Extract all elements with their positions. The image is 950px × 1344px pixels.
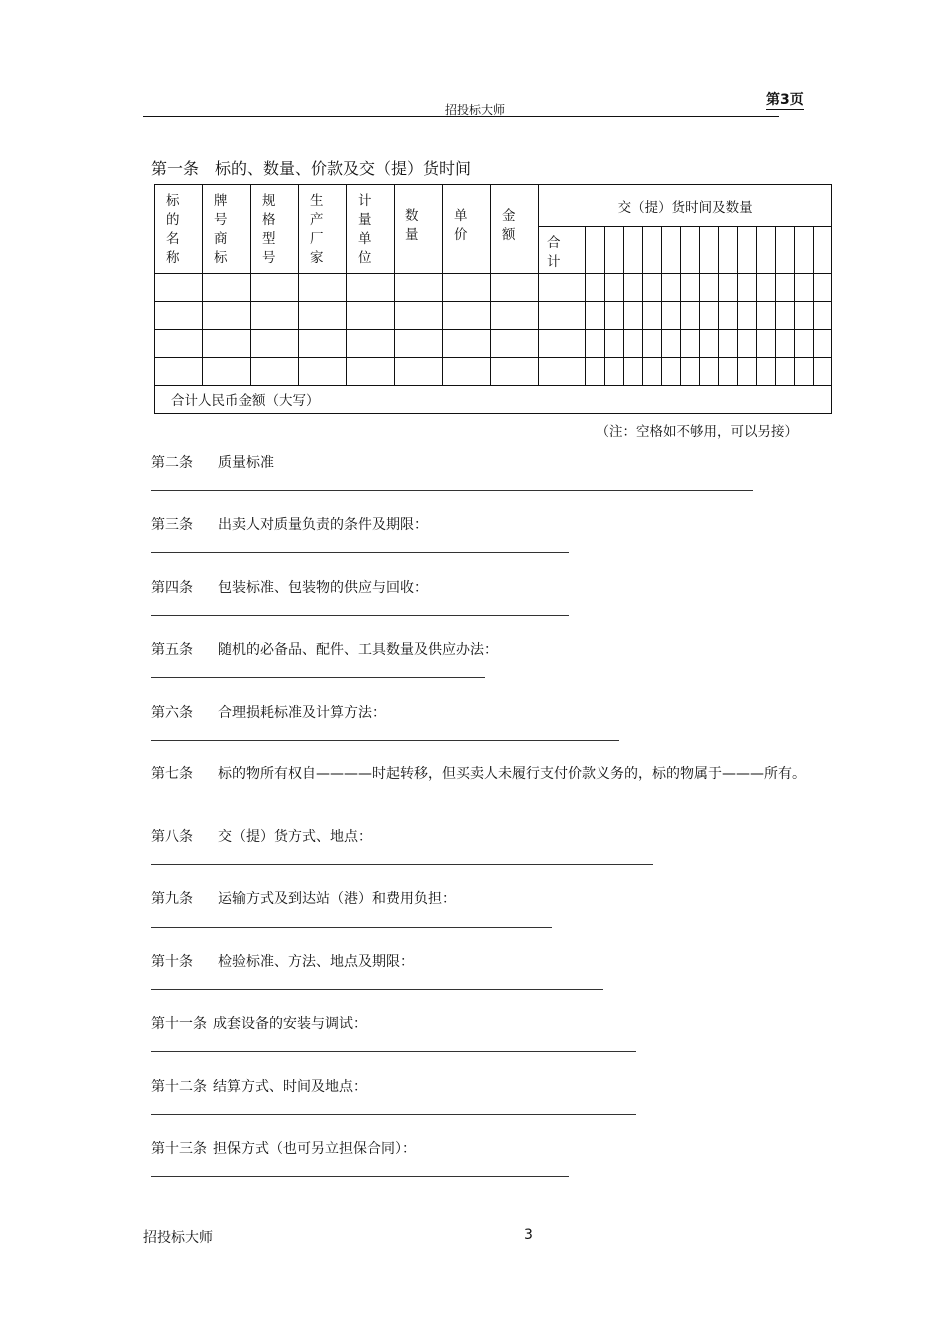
goods-table: [154, 184, 832, 414]
total-rmb-label: 合计人民币金额（大写）: [155, 386, 832, 414]
fill-line[interactable]: [151, 1114, 636, 1115]
col-header-amount: 金 额: [491, 185, 539, 274]
clause-6: 第六条 合理损耗标准及计算方法：: [151, 705, 386, 721]
page-label: 第3页: [766, 92, 804, 108]
table-row: [155, 358, 832, 386]
fill-line[interactable]: [151, 989, 603, 990]
clause-5: 第五条 随机的必备品、配件、工具数量及供应办法：: [151, 642, 498, 658]
fill-line[interactable]: [151, 552, 569, 553]
fill-line[interactable]: [151, 1051, 636, 1052]
col-header-name: 标 的 名 称: [155, 185, 203, 274]
section1-title: 第一条 标的、数量、价款及交（提）货时间: [151, 159, 472, 178]
clause-10: 第十条 检验标准、方法、地点及期限：: [151, 954, 414, 970]
col-header-quantity: 数 量: [395, 185, 443, 274]
col-header-brand: 牌 号 商 标: [203, 185, 251, 274]
fill-line[interactable]: [151, 1176, 569, 1177]
clause-13: 第十三条 担保方式（也可另立担保合同）：: [151, 1141, 416, 1157]
clause-2: 第二条 质量标准: [151, 455, 274, 471]
clause-11: 第十一条 成套设备的安装与调试：: [151, 1016, 367, 1032]
footer-title: 招投标大师: [143, 1230, 213, 1246]
clause-9: 第九条 运输方式及到达站（港）和费用负担：: [151, 891, 456, 907]
col-header-subtotal: 合 计: [539, 227, 586, 274]
table-row: [155, 302, 832, 330]
table-row: [155, 274, 832, 302]
fill-line[interactable]: [151, 927, 552, 928]
clause-4: 第四条 包装标准、包装物的供应与回收：: [151, 580, 428, 596]
col-header-maker: 生 产 厂 家: [299, 185, 347, 274]
fill-line[interactable]: [151, 677, 485, 678]
footer-page-number: 3: [524, 1227, 533, 1243]
col-header-spec: 规 格 型 号: [251, 185, 299, 274]
fill-line[interactable]: [151, 864, 653, 865]
header-title: 招投标大师: [444, 103, 505, 117]
clause-8: 第八条 交（提）货方式、地点：: [151, 829, 372, 845]
fill-line[interactable]: [151, 490, 753, 491]
col-header-unit: 计 量 单 位: [347, 185, 395, 274]
clause-7: 第七条 标的物所有权自————时起转移，但买卖人未履行支付价款义务的，标的物属于———所有。: [151, 766, 806, 782]
clause-12: 第十二条 结算方式、时间及地点：: [151, 1079, 367, 1095]
header-rule: [143, 116, 779, 117]
table-row: [155, 330, 832, 358]
col-header-delivery: 交（提）货时间及数量: [539, 185, 832, 227]
fill-line[interactable]: [151, 615, 569, 616]
clause-3: 第三条 出卖人对质量负责的条件及期限：: [151, 517, 428, 533]
table-note: （注：空格如不够用，可以另接）: [595, 424, 798, 440]
col-header-price: 单 价: [443, 185, 491, 274]
fill-line[interactable]: [151, 740, 619, 741]
